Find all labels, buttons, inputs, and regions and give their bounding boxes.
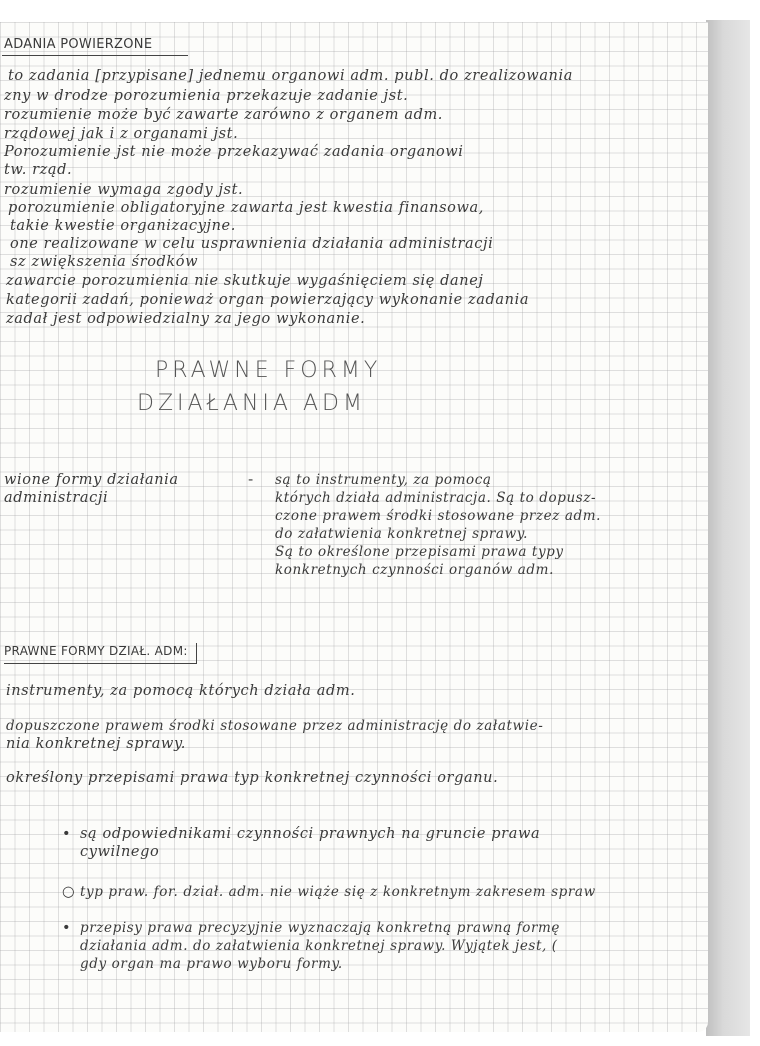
- definition-line: których działa administracja. Są to dopusz-: [275, 490, 597, 506]
- section2-line: instrumenty, za pomocą których działa adm.: [6, 683, 356, 699]
- section1-line: to zadania [przypisane] jednemu organowi adm. publ. do zrealizowania: [8, 68, 573, 84]
- bullet-text: cywilnego: [80, 844, 160, 860]
- notebook-page: [0, 22, 708, 1032]
- section2-line: dopuszczone prawem środki stosowane przez administrację do załatwie-: [6, 718, 544, 734]
- definition-dash: -: [248, 472, 254, 488]
- section1-line: rozumienie może być zawarte zarówno z organem adm.: [4, 107, 444, 123]
- bullet-text: przepisy prawa precyzyjnie wyznaczają konkretną prawną formę: [80, 920, 561, 936]
- section1-line: Porozumienie jst nie może przekazywać zadania organowi: [4, 144, 464, 160]
- section1-line: tw. rząd.: [4, 162, 73, 178]
- definition-line: są to instrumenty, za pomocą: [275, 472, 492, 488]
- definition-line: czone prawem środki stosowane przez adm.: [275, 508, 601, 524]
- definition-line: konkretnych czynności organów adm.: [275, 562, 554, 578]
- bullet-marker: ○: [62, 884, 75, 900]
- definition-term: administracji: [4, 490, 109, 506]
- bullet-marker: •: [62, 826, 71, 842]
- title-line2: DZIAŁANIA ADM: [137, 391, 366, 416]
- section1-line: porozumienie obligatoryjne zawarta jest kwestia finansowa,: [8, 200, 484, 216]
- section1-line: zny w drodze porozumienia przekazuje zadanie jst.: [4, 88, 409, 104]
- bullet-text: gdy organ ma prawo wyboru formy.: [80, 956, 343, 972]
- section2-line: nia konkretnej sprawy.: [6, 736, 187, 752]
- section1-heading: ADANIA POWIERZONE: [4, 37, 153, 52]
- section1-line: sz zwiększenia środków: [10, 254, 199, 270]
- section1-line: rządowej jak i z organami jst.: [4, 126, 239, 142]
- definition-term: wione formy działania: [4, 472, 179, 488]
- definition-line: Są to określone przepisami prawa typy: [275, 544, 564, 560]
- section1-heading-underline: [2, 55, 188, 56]
- section1-line: rozumienie wymaga zgody jst.: [4, 182, 244, 198]
- title-line1: PRAWNE FORMY: [155, 358, 382, 383]
- bullet-text: działania adm. do załatwienia konkretnej sprawy. Wyjątek jest, (: [80, 938, 558, 954]
- bullet-text: są odpowiednikami czynności prawnych na gruncie prawa: [80, 826, 541, 842]
- section1-line: takie kwestie organizacyjne.: [10, 218, 236, 234]
- bullet-marker: •: [62, 920, 71, 936]
- bullet-text: typ praw. for. dział. adm. nie wiąże się z konkretnym zakresem spraw: [80, 884, 596, 900]
- section1-line: zawarcie porozumienia nie skutkuje wygaśnięciem się danej: [6, 273, 484, 289]
- section1-line: kategorii zadań, ponieważ organ powierzający wykonanie zadania: [6, 292, 530, 308]
- section2-line: określony przepisami prawa typ konkretnej czynności organu.: [6, 770, 499, 786]
- section1-line: one realizowane w celu usprawnienia działania administracji: [10, 236, 494, 252]
- definition-line: do załatwienia konkretnej sprawy.: [275, 526, 529, 542]
- section2-heading: PRAWNE FORMY DZIAŁ. ADM:: [4, 643, 197, 664]
- section1-line: zadał jest odpowiedzialny za jego wykonanie.: [6, 311, 366, 327]
- page-edge-shadow: [706, 20, 750, 1036]
